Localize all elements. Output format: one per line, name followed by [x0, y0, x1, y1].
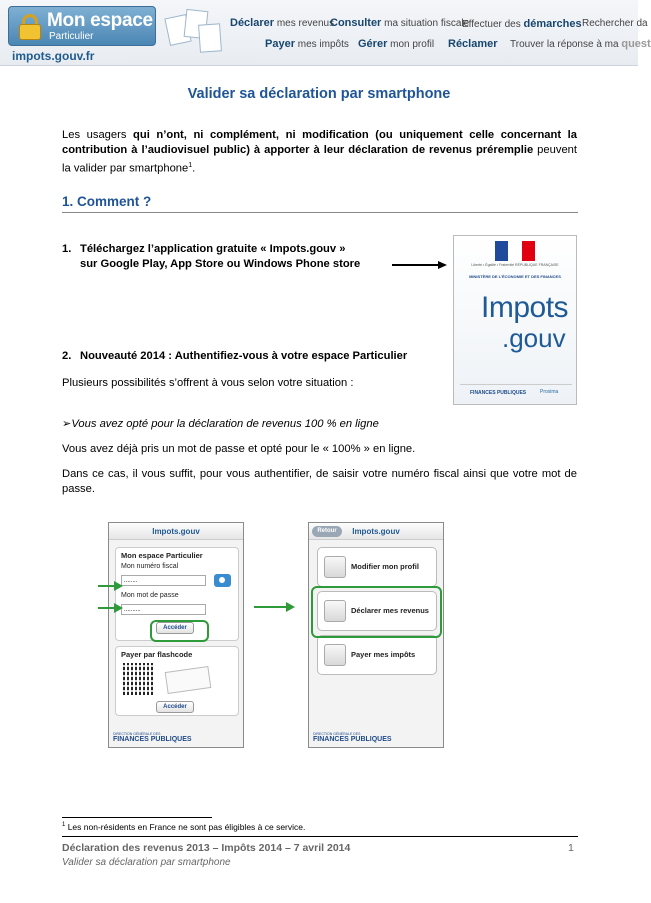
footer-subtitle: Valider sa déclaration par smartphone: [62, 857, 231, 868]
documents-illustration-icon: [165, 6, 225, 58]
flashcode-panel: [115, 646, 239, 716]
login-button[interactable]: Accéder: [156, 622, 194, 634]
brand-subtitle: Particulier: [49, 31, 94, 42]
page-number: 1: [568, 842, 574, 854]
nav-gerer[interactable]: Gérer mon profil: [358, 38, 435, 50]
back-button[interactable]: Retour: [312, 526, 342, 537]
arrow-right-icon: [114, 603, 123, 613]
site-name[interactable]: impots.gouv.fr: [12, 49, 95, 63]
profile-icon: [324, 556, 346, 578]
fiscal-number-input[interactable]: ........: [121, 575, 206, 586]
nav-demarches[interactable]: Effectuer des démarches: [462, 18, 582, 30]
nav-payer[interactable]: Payer mes impôts: [265, 38, 349, 50]
section-heading-comment: 1. Comment ?: [62, 194, 578, 213]
proxima-logo: Proxima: [540, 389, 559, 395]
fiscal-number-label: Mon numéro fiscal: [121, 563, 179, 570]
password-input[interactable]: ..........: [121, 604, 206, 615]
finances-publiques-footer: DIRECTION GÉNÉRALE DES FINANCES PUBLIQUES: [113, 732, 192, 743]
ministry-label: MINISTÈRE DE L’ÉCONOMIE ET DES FINANCES: [469, 274, 561, 279]
qr-code-pattern: [123, 663, 155, 695]
nav-rechercher[interactable]: Rechercher da: [582, 18, 648, 29]
app-header: Impots.gouv: [109, 523, 243, 540]
nav-trouver[interactable]: Trouver la réponse à ma quest: [510, 38, 651, 50]
french-flag-icon: [495, 241, 535, 261]
flashcode-heading: Payer par flashcode: [121, 650, 193, 659]
brand-title: Mon espace: [47, 10, 153, 31]
finances-publiques-logo: FINANCES PUBLIQUES: [470, 390, 527, 396]
footer-rule: [62, 836, 578, 837]
menu-payer-impots[interactable]: [317, 635, 437, 675]
site-banner: [0, 0, 651, 66]
declarer-highlight: [311, 586, 442, 638]
nav-reclamer[interactable]: Réclamer: [448, 38, 498, 50]
menu-label: Payer mes impôts: [351, 650, 416, 659]
password-paragraph: Vous avez déjà pris un mot de passe et opté pour le « 100% » en ligne.: [62, 443, 416, 455]
camera-icon[interactable]: [214, 574, 231, 587]
tax-notice-icon: [165, 666, 212, 694]
app-name-impots: Impots: [481, 291, 569, 324]
arrow-right-icon: [286, 602, 295, 612]
intro-paragraph: Les usagers qui n’ont, ni complément, ni modification (ou uniquement celle concernant la contribution à l’audiovisuel public) à apporter à leur déclaration de revenus préremplie peuvent la valider par smartphone$^1$.: [62, 129, 577, 175]
login-button-highlight: [150, 620, 209, 642]
footer-title: Déclaration des revenus 2013 – Impôts 2014 – 7 avril 2014: [62, 842, 351, 854]
nav-declarer[interactable]: Déclarer mes revenus: [230, 17, 335, 29]
possibilities-text: Plusieurs possibilités s’offrent à vous selon votre situation :: [62, 377, 354, 389]
password-label: Mon mot de passe: [121, 592, 179, 599]
mon-espace-logo[interactable]: [8, 6, 156, 46]
arrow-right-icon: [438, 261, 447, 269]
republique-label: Liberté • Égalité • Fraternité RÉPUBLIQUE FRANÇAISE: [471, 263, 559, 267]
step-1: 1. Téléchargez l’application gratuite « Impots.gouv » sur Google Play, App Store ou Windows Phone store: [62, 243, 361, 270]
arrow-bullet-icon: ➢: [62, 418, 72, 430]
app-header: Impots.gouv: [309, 523, 443, 540]
footnote-rule: [62, 817, 212, 818]
payment-icon: [324, 644, 346, 666]
page-title: Valider sa déclaration par smartphone: [187, 86, 451, 102]
footnote: $^1$ Les non-résidents en France ne sont pas éligibles à ce service.: [62, 822, 306, 832]
bullet-100-en-ligne: ➢Vous avez opté pour la déclaration de revenus 100 % en ligne: [62, 418, 379, 430]
flashcode-button[interactable]: Accéder: [156, 701, 194, 713]
arrow-right-icon: [114, 581, 123, 591]
finances-publiques-footer: DIRECTION GÉNÉRALE DES FINANCES PUBLIQUES: [313, 732, 392, 743]
app-name-gouv: .gouv: [502, 323, 566, 353]
lock-icon: [19, 14, 41, 40]
arrow-between-screens: [254, 606, 288, 608]
arrow-to-app: [392, 264, 442, 266]
nav-consulter[interactable]: Consulter ma situation fiscale: [330, 17, 470, 29]
step-2: 2. Nouveauté 2014 : Authentifiez-vous à votre espace Particulier: [62, 350, 408, 362]
login-heading: Mon espace Particulier: [121, 551, 203, 560]
menu-label: Déclarer mes revenus: [351, 606, 429, 615]
authentication-paragraph: Dans ce cas, il vous suffit, pour vous authentifier, de saisir votre numéro fiscal ainsi que votre mot de passe.: [62, 468, 577, 495]
menu-modifier-profil[interactable]: [317, 547, 437, 587]
menu-label: Modifier mon profil: [351, 562, 419, 571]
